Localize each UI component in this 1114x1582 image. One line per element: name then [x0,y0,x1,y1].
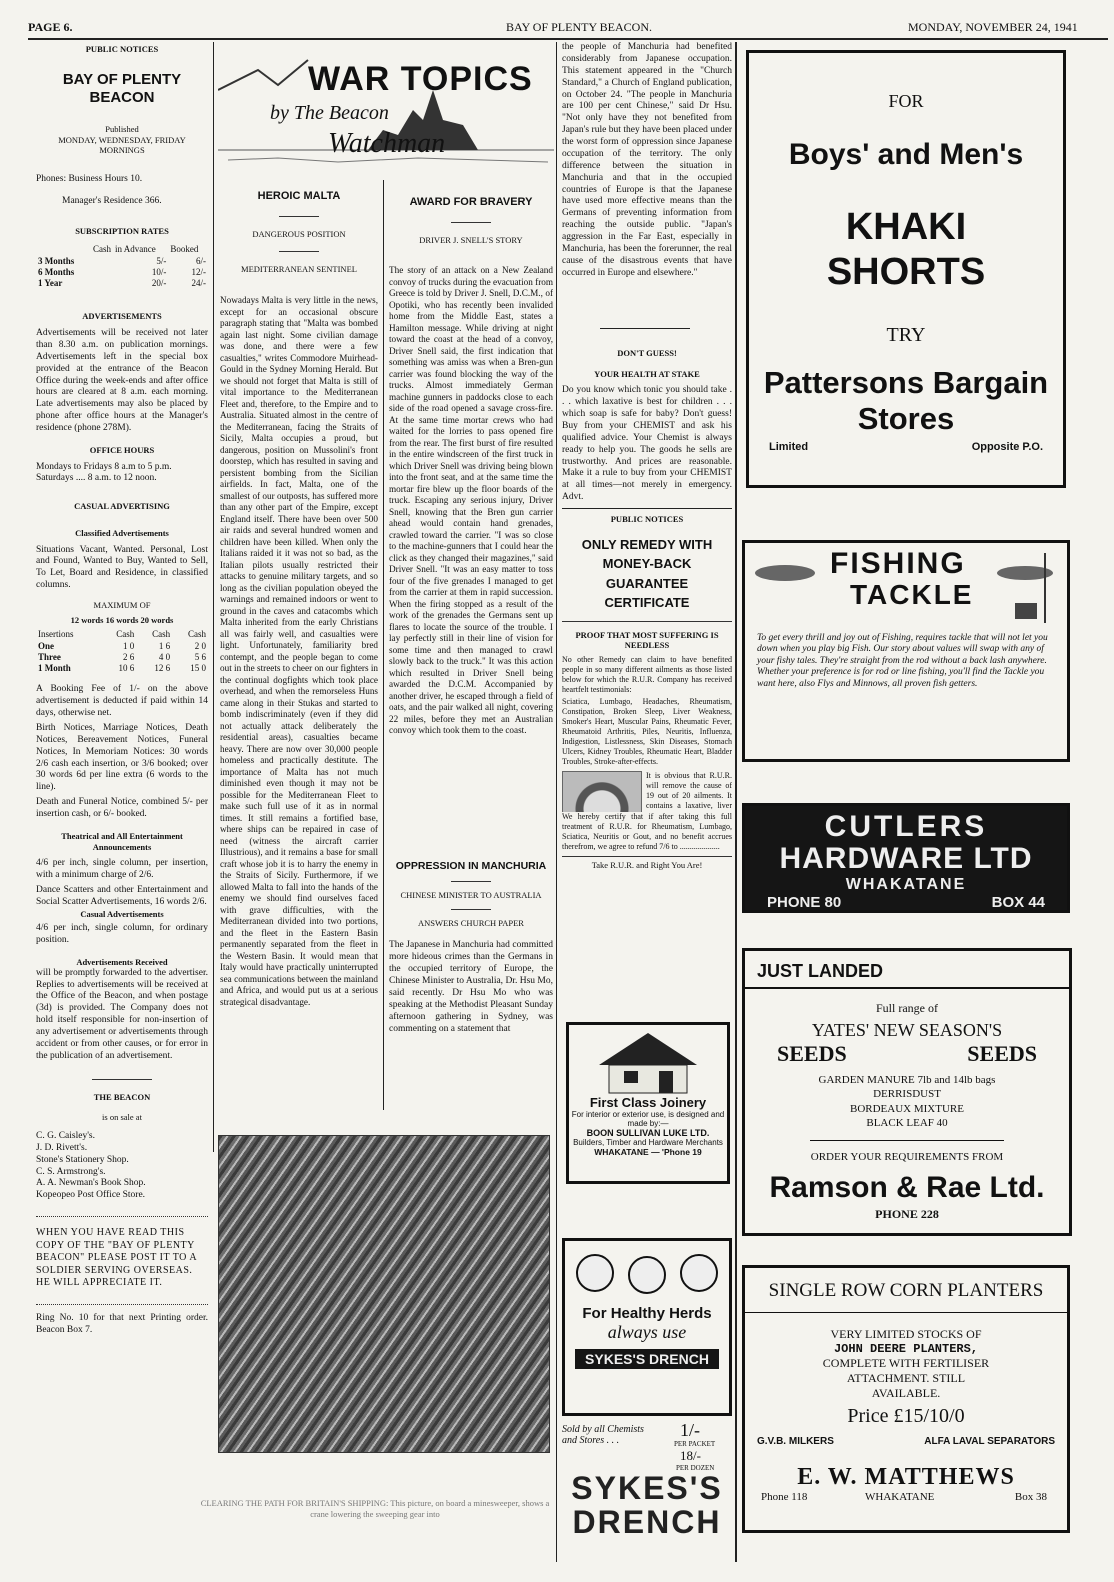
firm-phone: Phone 118 [761,1491,808,1503]
firm-phone: WHAKATANE — 'Phone 19 [594,1147,702,1157]
award-for-bravery-article [389,190,553,850]
product-shorts: SHORTS [826,251,986,293]
classified-heading: Classified Advertisements [75,527,169,538]
article-headline: HEROIC MALTA [257,190,341,202]
section-heading: PUBLIC NOTICES [85,44,159,54]
table-cell: 2 0 [194,640,206,651]
article-body: The story of an attack on a New Zealand convoy of trucks during the evacuation from Greece is told by Driver J. Snell, D.C.M., of Opotiki, who has recently been invalided home from the Middle East, states a Hamilton message. While driving at night toward the coast at the head of a convoy, Driver Snell said, the first indication that something was amiss was when a Bren-gun carrier was found blocking the way of the trucks. Almost immediately German machine gunners in paddocks close to each side of the road opened a savage cross-fire. At the same time mortar crews who had waited for the lorries to pass opened fire from the rear. The first burst of fire resulted in the entire windscreen of the first truck in which Driver Snell was driving being blown into the front seat, and at the same time the mortar fire blew up the floor boards of the truck. Escaping any serious injury, Driver Snell, knowing that the Bren gun carrier ahead would contain hand grenades, crawled toward the carrier. "I was so close to the machine-gunners that I could hear the click as they changed their magazines," said Driver Snell. "It was an easy matter to toss four of the five grenades I managed to get from the carrier at them in rapid succession. When the firing stopped as a result of the work of the grenades the Germans sent up flares to locate the source of the trouble. I lay perfectly still in their line of vision for some time and then managed to crawl slowly back to the truck." It was this action which resulted in Driver Snell being awarded the D.C.M. Accompanied by another driver, he escaped through a field of oats, and the pair walked all night, covering 22 miles, before they met an Australian convoy which took them to the coast. [389,265,553,736]
firm-name: BOON SULLIVAN LUKE LTD. [586,1128,710,1138]
list-item: BLACK LEAF 40 [866,1116,948,1129]
table-cell: 1 6 [158,640,171,651]
packet-label: PER PACKET [674,1440,716,1448]
list-item: C. S. Armstrong's. [36,1166,106,1177]
column-divider [735,42,737,1562]
product-khaki: KHAKI [845,206,967,248]
dance-text: Dance Scatters and other Entertainment and Social Scatter Advertisements, 16 words 2/6. [36,884,208,907]
office-hours-saturday: Saturdays .... 8 a.m. to 12 noon. [36,473,157,484]
publication-time: MORNINGS [99,145,145,156]
table-cell: 2 6 [123,651,135,662]
table-cell: Cash [116,629,135,640]
stock-line: VERY LIMITED STOCKS OF [830,1327,982,1341]
contact-row [745,1491,1067,1507]
table-cell: in Advance [115,244,156,255]
advertisements-text: Advertisements will be received not later than 8.30 a.m. on publication mornings. Advertisements left in the special box provided at the entrance of the Beacon Office during the week-ends and after office hours are cleared at 8 a.m. each morning. Late advertisements may also be placed by phone after office hours at the Manager's residence (phone 278M). [36,328,208,433]
table-cell: 3 Months [38,255,75,266]
paper-name: BAY OF PLENTY BEACON. [506,20,653,34]
advert-subhead: PROOF THAT MOST SUFFERING IS NEEDLESS [562,621,732,651]
advert-audience: Boys' and Men's [788,138,1024,171]
phones-line: Phones: Business Hours 10. [36,174,143,184]
table-cell: 5/- [156,255,167,266]
divider [745,1312,1067,1313]
table-row [36,256,208,267]
table-row [36,278,208,289]
dont-guess-advert [562,334,732,504]
article-body: the people of Manchuria had benefited considerably from Japanese occupation. This statement appeared in the "Church Standard," a Church of England publication, on October 24. "The people in Manchuria are 100 per cent Chinese," said Dr Hsu. "Not only have they not benefited from Japan's rule but they have been placed under the worst form of oppression since Japanese occupation of the territory. The only difference between the situation in Manchuria and that in the occupied countries of Europe is that the Japanese have used more effective means than the Germans of preventing information from reaching the outside public. "Japan's aggression in the Far East, especially in Manchuria, has been the forerunner, the real cause of the disastrous events that have occurred in Europe and elsewhere." [562,42,732,278]
list-item: DERRISDUST [873,1088,941,1101]
divider [451,881,491,882]
price-line: Price £15/10/0 [847,1405,965,1427]
firm-name: Ramson & Rae Ltd. [769,1171,1045,1205]
column-divider [556,42,557,1562]
sykes-drench-advert [562,1238,732,1558]
table-cell: 10/- [151,266,167,277]
table-cell: Three [38,651,61,662]
office-hours-weekdays: Mondays to Fridays 8 a.m to 5 p.m. [36,461,172,472]
article-subhead: MEDITERRANEAN SENTINEL [241,264,357,275]
heroic-malta-article [220,190,378,1110]
firm-name-2: HARDWARE LTD [779,842,1033,875]
printing-notice: Ring No. 10 for that next Printing order. Beacon Box 7. [36,1304,208,1337]
advert-for: FOR [888,91,924,111]
firm-town: WHAKATANE [845,876,967,893]
table-cell: 12 6 [154,663,171,673]
soldier-notice: WHEN YOU HAVE READ THIS COPY OF THE "BAY OF PLENTY BEACON" PLEASE POST IT TO A SOLDIER SERVING OVERSEAS. HE WILL APPRECIATE IT. [36,1216,208,1290]
table-cell: 6/- [196,255,206,266]
received-heading: Advertisements Received [76,957,168,967]
advert-headline: ONLY REMEDY WITH MONEY-BACK GUARANTEE CERTIFICATE [581,536,713,611]
ramson-rae-advert [742,948,1072,1236]
office-hours-heading: OFFICE HOURS [89,444,155,455]
firm-box: BOX 44 [991,894,1045,911]
table-row [36,267,208,278]
table-cell: 5 6 [194,651,206,662]
byline: by The Beacon [270,102,389,124]
advert-subhead: YOUR HEALTH AT STAKE [594,368,700,379]
war-topics-title: WAR TOPICS [308,60,533,98]
matthews-advert [742,1265,1070,1533]
portrait-row [562,771,732,812]
photo-caption: CLEARING THE PATH FOR BRITAIN'S SHIPPING: This picture, on board a minesweeper, shows a crane lowering the sweeping gear into [200,1498,550,1519]
list-item: Stone's Stationery Shop. [36,1154,129,1165]
word-count-line: 12 words 16 words 20 words [70,614,174,625]
divider [92,1079,152,1080]
article-headline: AWARD FOR BRAVERY [409,196,533,208]
table-cell: Insertions [38,629,74,640]
certificate-text: We hereby certify that if after taking this full treatment of R.U.R. for Rheumatism, Lumbago, Sciatica, Neuritis or Gout, and no benefit accrues therefrom, we agree to refund 7/6 to .................... [562,812,732,851]
theatrical-heading: Theatrical and All Entertainment Announcements [61,830,183,852]
seeds-right: SEEDS [967,1041,1037,1066]
firm-town: WHAKATANE [865,1491,935,1503]
stockist-note: Sold by all Chemists and Stores . . . [562,1424,644,1446]
table-row [36,652,208,663]
byline-name: Watchman [328,128,446,159]
seeds-row [745,1041,1069,1071]
maximum-heading: MAXIMUM OF [93,600,151,610]
brand-separators: ALFA LAVAL SEPARATORS [924,1436,1055,1447]
public-notices-column [36,44,208,1544]
advert-body: To get every thrill and joy out of Fishing, requires tackle that will not let you down when you play big Fish. Our story about values will swap with any of your fishy tales. They're straight from the rod without a back lash anywhere. Whether your preference is for rod or line fishing, you'll find the Tackle you want here, also Flys and Minnows, all proven fish getters. [757,633,1048,689]
table-cell: 1 Month [38,663,71,673]
casual-advertisements-text: 4/6 per inch, single column, for ordinary position. [36,923,208,946]
theatrical-text: 4/6 per inch, single column, per insertion, with a minimum charge of 2/6. [36,858,208,880]
table-cell: Booked [170,244,199,255]
contact-row [745,894,1067,912]
article-subhead: CHINESE MINISTER TO AUSTRALIA [400,890,542,901]
order-line: ORDER YOUR REQUIREMENTS FROM [810,1151,1004,1164]
seeds-left: SEEDS [777,1041,847,1066]
advert-subhead: always use [607,1322,687,1342]
table-cell [36,244,86,255]
divider [810,1140,1004,1141]
sykes-panel [562,1238,732,1416]
article-subhead: DRIVER J. SNELL'S STORY [419,234,523,245]
firm-phone: PHONE 80 [767,894,842,911]
article-headline: OPPRESSION IN MANCHURIA [395,860,547,872]
table-cell: 12/- [191,266,206,277]
firm-name: E. W. MATTHEWS [797,1464,1015,1490]
table-cell: 24/- [191,278,206,289]
publication-days: MONDAY, WEDNESDAY, FRIDAY [58,134,186,145]
sykes-large-2: DRENCH [572,1503,722,1540]
paper-title: BAY OF PLENTY BEACON [62,70,182,107]
war-topics-banner [218,50,554,178]
booking-fee-text: A Booking Fee of 1/- on the above advertisement is deducted if paid within 14 days, otherwise net. [36,684,208,718]
advert-headline: JUST LANDED [757,961,884,981]
store-location: Opposite P.O. [971,441,1043,453]
pattersons-advert [746,50,1066,488]
masthead [28,20,1108,38]
fishing-tackle-advert [742,540,1070,762]
ailments-list: Sciatica, Lumbago, Headaches, Rheumatism, Constipation, Broken Sleep, Liver Weakness, Smoker's Heart, Muscular Pains, Rheumatic Fever, Rheumatoid Arthritis, Piles, Neuritis, Influenza, Indigestion, Listlessness, Skin Diseases, Stomach Ulcers, Kidney Troubles, Rheumatic Heart, Bladder Troubles, Stroke-after-effects. [562,696,732,766]
divider [279,216,319,217]
divider [562,508,732,509]
death-notice-text: Death and Funeral Notice, combined 5/- per insertion cash, or 6/- booked. [36,797,208,819]
cutlers-hardware-advert [742,803,1070,913]
article-body: Nowadays Malta is very little in the news, except for an occasional obscure paragraph stating that "Malta was bombed again last night. Some civilian damage was done, and there were a few casualties," writes Commodore Muirhead-Gould in the Sydney Morning Herald. But we should not forget that Malta is still of vital importance to the Mediterranean Fleet and, therefore, to the Empire and to Australia. Situated almost in the centre of the Mediterranean, facing the Straits of Sicily, Malta occupies a proud, but dangerous, position on Mussolini's front doorstep, which has resulted in saving and persistent bombing from the Sicilian airfields. In fact, Malta, one of the smallest of our outposts, has suffered more than any other part of the Empire, except England itself. There have been over 500 air raids and several hundred women and children have been killed. When only the Italians raided it it was not so bad, as the Italian pilots usually restricted their attacks to genuine military targets, and so long as the civilian population obeyed the warnings and remained indoors or went to ground in the caves and catacombs which Malta inherited from the early Christians all was fairly well, and casualties were light. Unfortunately, familiarity bred contempt, and the people began to come out in the streets to cheer on our fighters in the continual dogfights which took place overhead, and when the remorseless Huns came along in their Stukas and started to bomb indiscriminately (even if they did not actually attack deliberately the residential areas), casualties became heavy. There are now over 30,000 people homeless and practically destitute. The importance of Malta has not much diminished even though it may not be possible for the Mediterranean Fleet to make such full use of it as in normal times. It still remains a fortified base, where ships can be repaired in case of need (witness the aircraft carrier Illustrious), and it remains a base for small craft whose job it is to harry the enemy in the Straits of Sicily. Furthermore, if we allowed Malta to fall into the hands of the enemy we should find ourselves faced with grave difficulties, with the Mediterranean divided into two portions, and the fleet in the Eastern Basin permanently separated from the fleet in the Western Basin. It would mean that Italy would have practically uninterrupted sea communications between the mainland and Africa, and would put us at a serious strategical disadvantage. [220,295,378,1007]
page-number: PAGE 6. [28,20,73,34]
subscription-heading: SUBSCRIPTION RATES [75,225,169,236]
table-cell: 1 Year [38,278,63,289]
advertisements-heading: ADVERTISEMENTS [82,311,162,322]
rur-advert [562,514,732,812]
published-label: Published [105,124,139,135]
received-text: will be promptly forwarded to the advertiser. Replies to advertisements will be received at the Office of the Beacon, and when postage (3d) is provided. The Company does not hold itself responsible for non-insertion of any advertisement or advertisements through accident or from other causes, or for error in the publication of an advertisement. [36,967,208,1061]
table-row [36,641,208,652]
table-cell: One [38,640,55,651]
table-cell: Cash [152,629,171,640]
rur-certificate [562,812,732,892]
brands-row [745,1436,1067,1456]
column-divider [213,42,214,1152]
column-divider [383,180,384,1110]
list-item: Kopeopeo Post Office Store. [36,1190,146,1201]
advert-headline: DON'T GUESS! [617,348,677,358]
article-subhead: ANSWERS CHURCH PAPER [418,917,524,928]
section-heading: PUBLIC NOTICES [610,514,684,524]
sykes-large-1: SYKES'S [571,1470,723,1506]
product-list [745,1073,1069,1130]
insertion-rates-table [36,629,208,674]
firm-box: Box 38 [1014,1491,1047,1503]
on-sale-label: is on sale at [102,1112,142,1123]
advert-title: FISHING [830,547,966,580]
store-name: Pattersons Bargain Stores [763,365,1049,436]
dozen-label: PER DOZEN [676,1464,715,1472]
beacon-heading: THE BEACON [93,1091,151,1102]
advert-body: Do you know which tonic you should take . . . which laxative is best for children . . . which soap is safe for baby? Don't guess! Buy from your CHEMIST and ask his qualified advice. Your Chemist is always ready to help you. The goods he sells are trustworthy. And prices are reasonable. Make it a rule to buy from your CHEMIST at all times—not merely in emergency. Advt. [562,385,732,503]
advert-subhead: Full range of [876,1001,938,1015]
table-cell: 4 0 [158,651,171,662]
table-cell: Cash [93,244,112,255]
divider [279,251,319,252]
joinery-advert [566,1022,730,1184]
manager-phone: Manager's Residence 366. [62,195,162,206]
article-body: The Japanese in Manchuria had committed more hideous crimes than the Germans in the occupied territory of Europe, the Chinese Minister to Australia, Dr. Hsu Mo, said recently. Dr Hsu Mo who was speaking at the Methodist Pleasant Sunday afternoon gathering in Sydney, was commenting on a statement that [389,940,553,1034]
product-line: JOHN DEERE PLANTERS, [833,1342,979,1356]
advert-headline: First Class Joinery [589,1095,707,1110]
article-subhead: DANGEROUS POSITION [252,228,346,239]
advert-subhead: For interior or exterior use, is designed and made by:— [571,1110,725,1128]
casual-advertising-heading: CASUAL ADVERTISING [74,501,170,512]
sellers-list [36,1131,208,1202]
subscription-table [36,244,208,289]
table-cell: 6 Months [38,266,75,277]
pricing-row [562,1416,732,1472]
list-item: A. A. Newman's Book Shop. [36,1178,146,1189]
house-illustration [569,1025,727,1095]
rur-slogan: Take R.U.R. and Right You Are! [562,856,732,871]
list-item: C. G. Caisley's. [36,1130,95,1141]
advert-try: TRY [886,324,926,346]
list-item: J. D. Rivett's. [36,1142,88,1153]
table-cell: 10 6 [118,663,135,673]
cows-illustration [565,1241,729,1301]
table-cell: 15 0 [190,663,206,673]
guarantee-text: It is obvious that R.U.R. will remove the cause of 19 out of 20 ailments. It contains a laxative, liver [646,770,732,810]
issue-date: MONDAY, NOVEMBER 24, 1941 [908,20,1078,34]
brand-milkers: G.V.B. MILKERS [757,1436,834,1447]
product-name: SYKES'S DRENCH [575,1349,719,1369]
list-item: GARDEN MANURE 7lb and 14lb bags [818,1074,996,1086]
list-item: BORDEAUX MIXTURE [850,1102,964,1115]
manchuria-article [389,860,553,1110]
packet-price: 1/- [680,1420,700,1440]
divider [745,987,1069,989]
table-row [36,663,208,674]
availability-line: COMPLETE WITH FERTILISER ATTACHMENT. STILL AVAILABLE. [822,1356,990,1400]
yates-line: YATES' NEW SEASON'S [811,1020,1003,1040]
casual-advertisements-heading: Casual Advertisements [80,908,164,919]
table-cell: 20/- [151,278,167,289]
firm-trade: Builders, Timber and Hardware Merchants [573,1138,723,1147]
table-cell: 1 0 [123,640,135,651]
store-footer [749,441,1063,461]
masthead-rule [28,38,1108,40]
table-cell: Cash [188,629,206,640]
dozen-price: 18/- [680,1448,701,1463]
advert-title-2: TACKLE [850,579,974,610]
divider [451,222,491,223]
divider [451,909,491,910]
birth-notices-text: Birth Notices, Marriage Notices, Death Notices, Bereavement Notices, Funeral Notices, In Memoriam Notices: 30 words 2/6 cash each insertion, or 3/6 booked; over 30 words 6d per line extra (6 words to the line). [36,722,208,793]
advert-headline: SINGLE ROW CORN PLANTERS [768,1280,1044,1301]
advert-headline: For Healthy Herds [582,1305,712,1322]
table-header-row [36,629,208,640]
classified-text: Situations Vacant, Wanted. Personal, Lost and Found, Wanted to Buy, Wanted to Sell, To Let, Board and Residence, in classified columns. [36,544,208,591]
portrait-image [562,771,642,812]
manchuria-continued [562,42,732,302]
table-header-row [36,244,208,255]
firm-phone: PHONE 228 [875,1207,939,1222]
store-limited: Limited [769,441,809,453]
firm-name: CUTLERS [824,810,988,843]
divider [600,328,690,329]
advert-intro: No other Remedy can claim to have benefited people in so many different ailments as those listed below for which the R.U.R. Company has received heartfelt testimonials: [562,654,732,694]
minesweeper-photo [218,1135,550,1453]
